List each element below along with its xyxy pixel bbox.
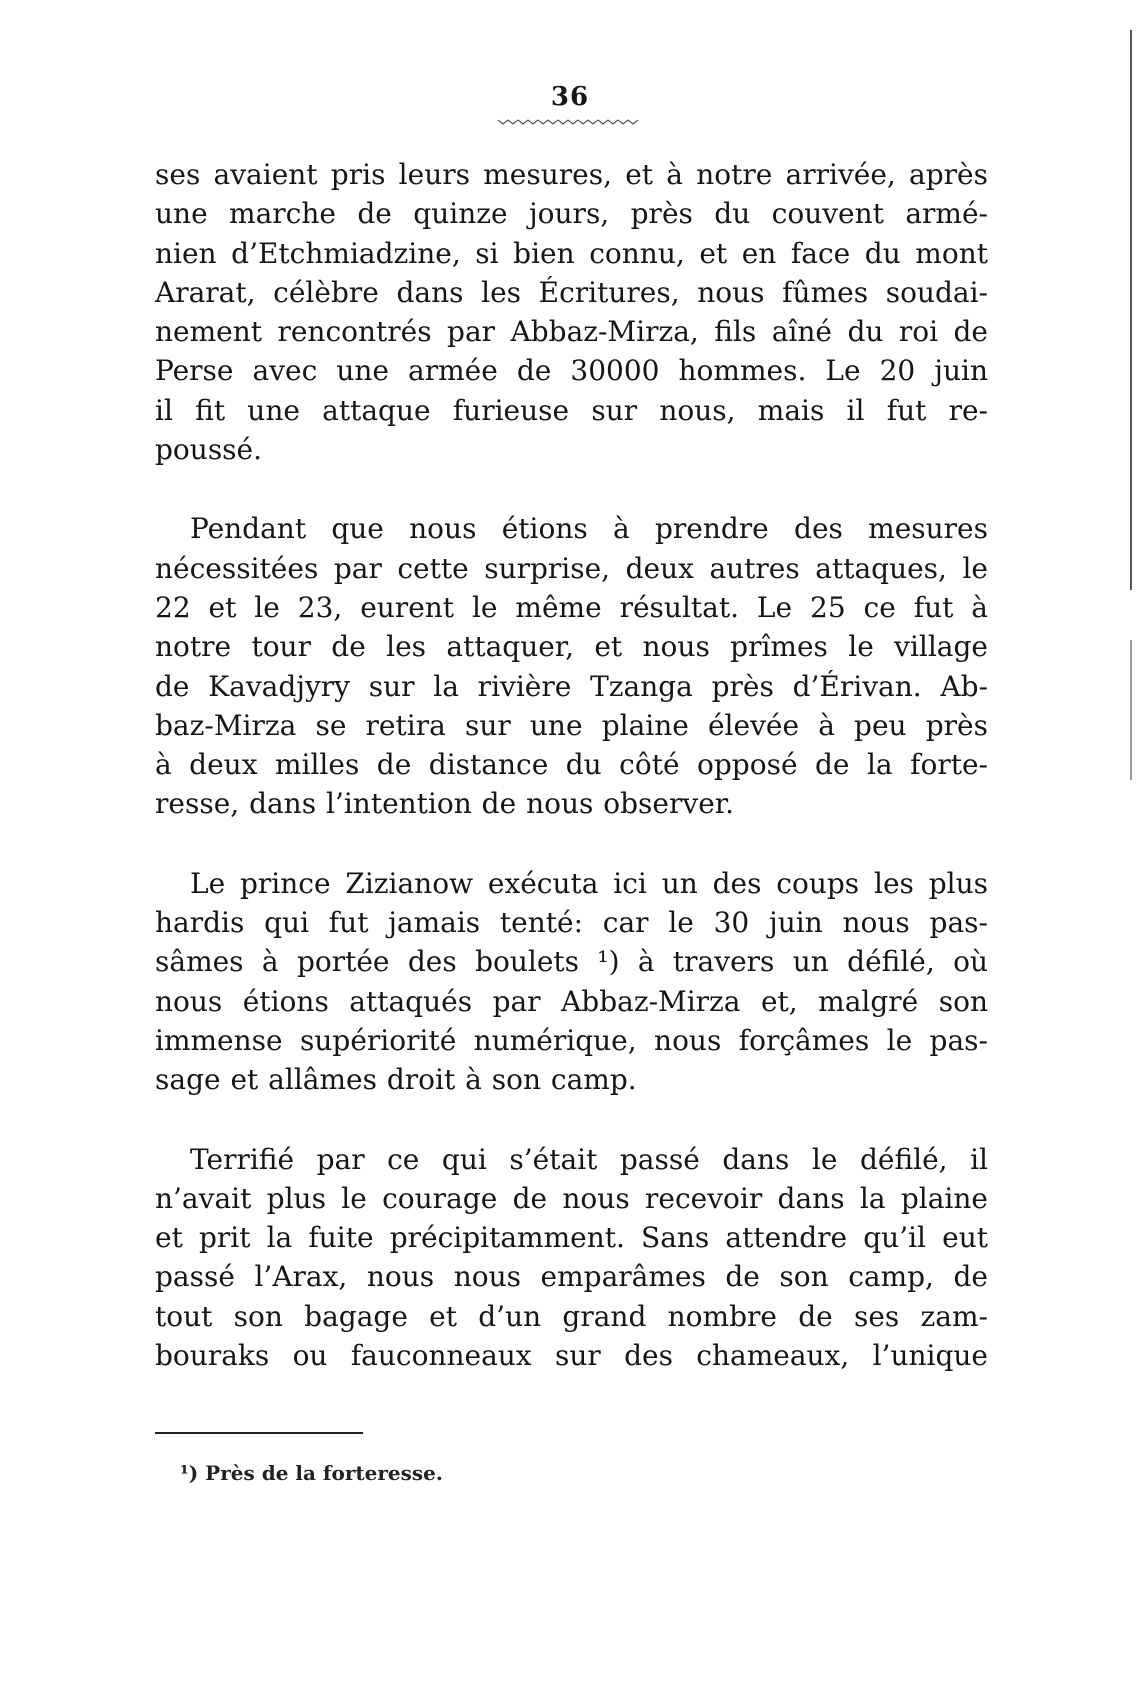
text-line: Ararat, célèbre dans les Écritures, nous fûmes soudai- (155, 275, 988, 309)
text-line: n’avait plus le courage de nous recevoir dans la plaine (155, 1181, 988, 1215)
text-line: immense supériorité numérique, nous forçâmes le pas- (155, 1023, 988, 1057)
text-line: il fit une attaque furieuse sur nous, mais il fut re- (155, 393, 988, 427)
footnote: ¹) Près de la forteresse. (180, 1461, 443, 1485)
text-line: nous étions attaqués par Abbaz-Mirza et, malgré son (155, 984, 988, 1018)
text-line: Pendant que nous étions à prendre des mesures (190, 512, 988, 546)
paragraph (155, 155, 988, 469)
text-line: nien d’Etchmiadzine, si bien connu, et en face du mont (155, 236, 988, 270)
page-number-ornament (498, 118, 638, 126)
text-line: sage et allâmes droit à son camp. (155, 1063, 637, 1097)
text-line: Le prince Zizianow exécuta ici un des coups les plus (190, 866, 988, 900)
paragraph (155, 864, 988, 1100)
text-line: passé l’Arax, nous nous emparâmes de son camp, de (155, 1260, 988, 1294)
paragraph (155, 1140, 988, 1376)
text-line: une marche de quinze jours, près du couvent armé- (155, 197, 988, 231)
text-line: Perse avec une armée de 30000 hommes. Le 20 juin (155, 354, 988, 388)
text-line: Terrifié par ce qui s’était passé dans le défilé, il (190, 1142, 988, 1176)
text-line: tout son bagage et d’un grand nombre de ses zam- (155, 1299, 988, 1333)
text-line: de Kavadjyry sur la rivière Tzanga près d’Érivan. Ab- (155, 669, 988, 703)
text-line: bouraks ou fauconneaux sur des chameaux, l’unique (155, 1339, 988, 1373)
page-number: 36 (550, 82, 590, 112)
text-line: nécessitées par cette surprise, deux autres attaques, le (155, 551, 988, 585)
footnote-separator (155, 1432, 363, 1434)
scan-edge-shadow (1130, 30, 1132, 590)
text-line: notre tour de les attaquer, et nous prîmes le village (155, 630, 988, 664)
text-line: 22 et le 23, eurent le même résultat. Le 25 ce fut à (155, 590, 988, 624)
text-line: nement rencontrés par Abbaz-Mirza, fils aîné du roi de (155, 315, 988, 349)
text-line: hardis qui fut jamais tenté: car le 30 juin nous pas- (155, 906, 988, 940)
text-line: poussé. (155, 433, 263, 467)
text-line: ses avaient pris leurs mesures, et à notre arrivée, après (155, 158, 988, 191)
scan-edge-shadow (1130, 640, 1132, 780)
text-line: resse, dans l’intention de nous observer. (155, 787, 734, 821)
text-line: baz-Mirza se retira sur une plaine élevée à peu près (155, 708, 988, 742)
text-line: sâmes à portée des boulets ¹) à travers un défilé, où (155, 945, 988, 979)
text-line: et prit la fuite précipitamment. Sans attendre qu’il eut (155, 1221, 988, 1255)
text-line: à deux milles de distance du côté opposé de la forte- (155, 748, 988, 782)
paragraph (155, 509, 988, 823)
body-text (155, 155, 988, 1415)
